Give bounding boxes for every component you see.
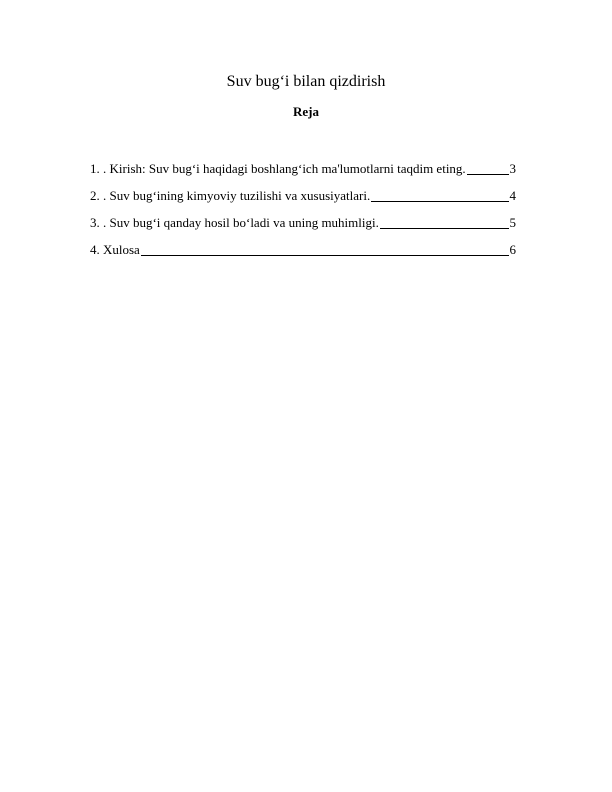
toc-entry-2 (90, 187, 516, 205)
toc-entry-page: 5 (509, 215, 516, 230)
toc-entry-1 (90, 160, 516, 178)
toc-leader-line (371, 200, 508, 202)
plan-heading: Reja (293, 104, 319, 119)
toc-leader-line (380, 227, 509, 229)
toc-entry-page: 3 (509, 161, 516, 176)
toc-leader-line (467, 173, 509, 175)
toc-entry-text: 3. . Suv bug‘i qanday hosil bo‘ladi va uning muhimligi. (90, 215, 379, 230)
toc-entry-text: 4. Xulosa (90, 242, 140, 257)
document-title: Suv bug‘i bilan qizdirish (226, 73, 386, 90)
toc-entry-text: 1. . Kirish: Suv bug‘i haqidagi boshlang‘ich ma'lumotlarni taqdim eting. (90, 161, 466, 176)
toc-entry-4 (90, 241, 516, 259)
toc-entry-page: 6 (509, 242, 516, 257)
table-of-contents (90, 160, 516, 268)
toc-entry-page: 4 (509, 188, 516, 203)
toc-leader-line (141, 254, 509, 256)
toc-entry-text: 2. . Suv bug‘ining kimyoviy tuzilishi va xususiyatlari. (90, 188, 371, 203)
toc-entry-3 (90, 214, 516, 232)
